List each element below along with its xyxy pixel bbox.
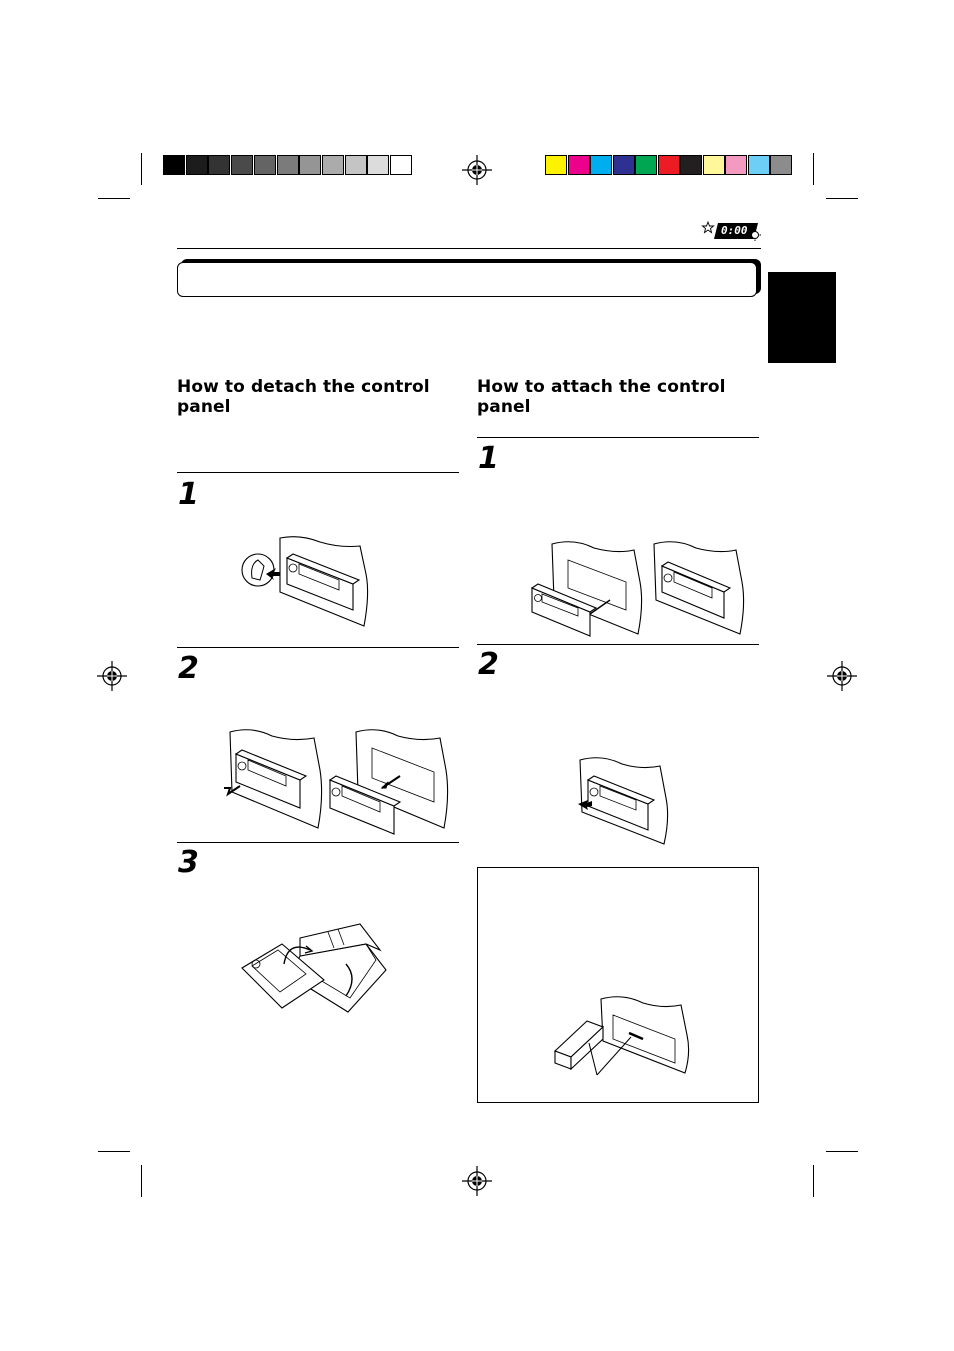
section-title-bar: [177, 262, 757, 297]
gray-bar-swatch: [367, 155, 389, 175]
registration-mark-right-icon: [827, 661, 857, 691]
right-step-2-number: 2: [478, 647, 499, 682]
left-step-3-number: 3: [178, 845, 199, 880]
color-bar-swatch: [613, 155, 635, 175]
left-step-2-number: 2: [178, 651, 199, 686]
color-bar-swatch: [658, 155, 680, 175]
pull-panel-out-icon: [222, 726, 452, 838]
color-bar-swatch: [635, 155, 657, 175]
panel-into-case-icon: [238, 920, 388, 1014]
gray-bar-swatch: [299, 155, 321, 175]
gray-bar-swatch: [345, 155, 367, 175]
press-panel-icon: [576, 754, 672, 846]
gray-bar-swatch: [390, 155, 412, 175]
gray-bar-swatch: [208, 155, 230, 175]
clock-display-icon: [704, 221, 762, 241]
insert-panel-icon: [530, 538, 748, 640]
left-step-3-rule: [177, 842, 459, 843]
color-bar-swatch: [725, 155, 747, 175]
color-bar-swatch: [748, 155, 770, 175]
right-step-1-number: 1: [478, 441, 499, 476]
gray-bar-swatch: [231, 155, 253, 175]
color-bar-swatch: [703, 155, 725, 175]
detach-heading: How to detach the control panel: [177, 377, 430, 417]
press-release-button-icon: [240, 534, 370, 630]
panel-connectors-icon: [553, 993, 693, 1079]
attach-heading: How to attach the control panel: [477, 377, 726, 417]
left-step-2-rule: [177, 647, 459, 648]
color-bar-swatch: [568, 155, 590, 175]
color-bar-swatch: [770, 155, 792, 175]
right-step-1-rule: [477, 437, 759, 438]
left-step-1-number: 1: [178, 477, 199, 512]
gray-bar-swatch: [163, 155, 185, 175]
right-step-2-rule: [477, 644, 759, 645]
color-bar-swatch: [590, 155, 612, 175]
registration-mark-left-icon: [97, 661, 127, 691]
gray-bar-swatch: [277, 155, 299, 175]
left-step-1-rule: [177, 472, 459, 473]
header-rule: [177, 248, 761, 249]
color-bar-swatch: [680, 155, 702, 175]
gray-bar-swatch: [254, 155, 276, 175]
gray-bar-swatch: [186, 155, 208, 175]
color-bar-swatch: [545, 155, 567, 175]
clock-text: 0:00: [721, 224, 748, 237]
registration-mark-top-icon: [462, 155, 492, 185]
registration-mark-bottom-icon: [462, 1166, 492, 1196]
gray-bar-swatch: [322, 155, 344, 175]
language-side-tab: [768, 272, 836, 363]
